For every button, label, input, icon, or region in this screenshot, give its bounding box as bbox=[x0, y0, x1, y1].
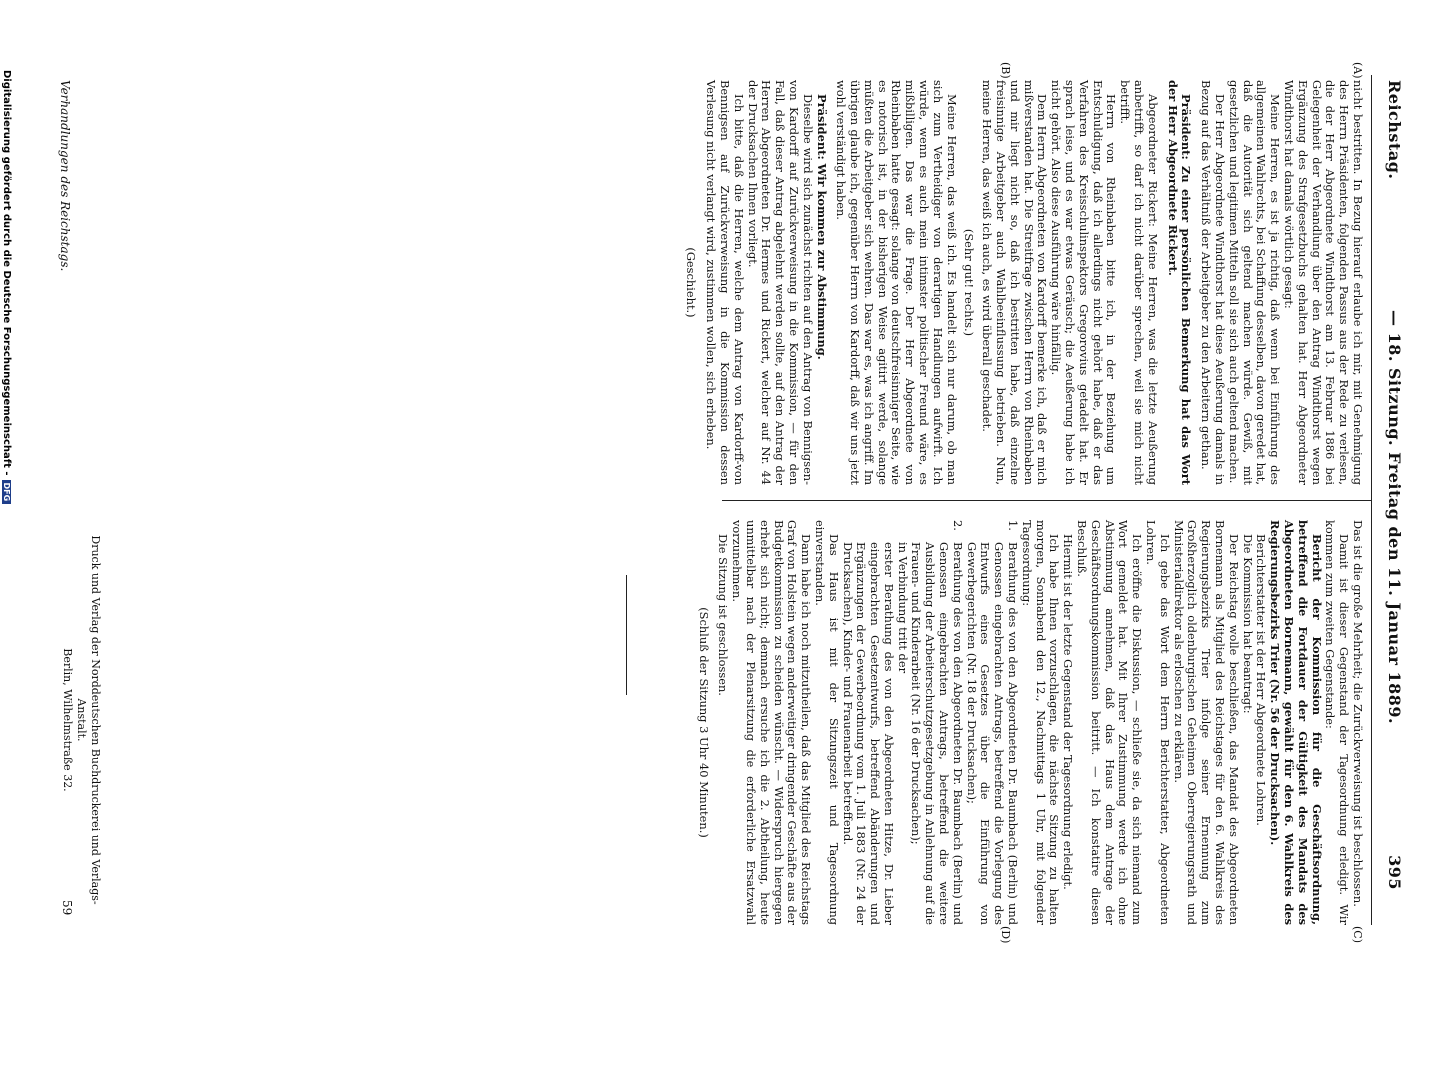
header-page-number: 395 bbox=[1385, 855, 1404, 890]
footer-publication: Verhandlungen des Reichstags. bbox=[58, 80, 72, 272]
agenda-item bbox=[909, 520, 964, 925]
paragraph: Damit ist dieser Gegenstand der Tagesordnung erledigt. Wir kommen zum zweiten Gegenstande: bbox=[1323, 520, 1352, 925]
paragraph: Der Herr Abgeordnete Windthorst hat diese Aeußerung damals in Bezug auf das Verhältniß der Arbeitgeber zu den Arbeitern gethan. bbox=[1199, 80, 1228, 485]
page-header bbox=[1378, 80, 1404, 890]
paragraph: Meine Herren, es ist ja richtig, daß wenn bei Einführung des allgemeinen Wahlrechts, bei Schaffung desselben, davon geredet hat, daß die Autorität sich geltend machen würde. Gewiß, mit gesetzlichen und legitimen Mitteln soll sie sich auch geltend machen. bbox=[1226, 80, 1283, 485]
paragraph: Präsident: Zu einer persönlichen Bemerkung hat das Wort der Herr Abgeordnete Rickert. bbox=[1165, 80, 1194, 485]
short-rule bbox=[626, 575, 627, 695]
paragraph: Dann habe ich noch mitzutheilen, daß das Mitglied des Reichstags Graf von Holstein wegen anderweitiger dringender Geschäfte aus der Budgetkommission zu scheiden wünscht. — Widerspruch hiergegen erhebt sich nicht; demnach ersuche ich die 2. Abtheilung, heute unmittelbar nach der Plenarsitzung die erforderliche Ersatzwahl vorzunehmen. bbox=[730, 520, 814, 925]
dfg-logo: DFG bbox=[2, 480, 11, 505]
margin-mark-b: (B) bbox=[999, 62, 1012, 79]
paragraph: Ich eröffne die Diskussion, — schließe sie, da sich niemand zum Wort gemeldet hat. Mit Ihrer Zustimmung werde ich ohne Abstimmung annehmen, daß das Haus dem Antrage der Geschäftsordnungskommission beitritt. — Ich konstatire diesen Beschluß. bbox=[1075, 520, 1145, 925]
paragraph: Dieselbe wird sich zunächst richten auf den Antrag von Bennigsen-von Kardorff auf Zurückverweisung in die Kommission, — für den Fall, daß dieser Antrag abgelehnt werden sollte, auf den Antrag der Herren Abgeordneten Dr. Hermes und Rickert, welcher auf Nr. 44 der Drucksachen Ihnen vorliegt. bbox=[745, 80, 815, 485]
paragraph: Der Reichstag wolle beschließen, das Mandat des Abgeordneten Bornemann als Mitglied des Reichstages für den 6. Wahlkreis des Regierungsbezirks Trier infolge seiner Ernennung zum Großherzoglich oldenburgischen Geheimen Oberregierungsrath und Ministerialdirektor als erloschen zu erklären. bbox=[1171, 520, 1241, 925]
header-left: Reichstag. bbox=[1385, 80, 1404, 180]
agenda-number: 1. bbox=[1006, 520, 1021, 531]
paragraph: Dem Herrn Abgeordneten von Kardorff bemerke ich, daß er mich mißverstanden hat. Die Streitfrage zwischen Herrn von Rheinbaben und mir liegt nicht so, daß ich bestritten habe, daß einzelne freisinnige Arbeitgeber auch Wahlbeeinflussung betrieben. Nun, meine Herren, das weiß ich auch, es wird überall geschadet. bbox=[980, 80, 1050, 485]
digitization-text: Digitalisierung gefördert durch die Deutsche Forschungsgemeinschaft - bbox=[1, 70, 12, 476]
paragraph: Abgeordneter Rickert: Meine Herren, was die letzte Aeußerung anbetrifft, so darf ich nicht darüber sprechen, weil sie mich nicht betrifft. bbox=[1118, 80, 1160, 485]
paragraph: (Sehr gut! rechts.) bbox=[962, 228, 977, 337]
paragraph: (Geschieht.) bbox=[684, 247, 699, 318]
margin-mark-d: (D) bbox=[999, 926, 1012, 944]
agenda-text: Berathung des von den Abgeordneten Dr. Baumbach (Berlin) und Genossen eingebrachten Antrags, betreffend die Vorlegung des Entwurfs eines Gesetzes über die Einführung von Gewerbegerichten (Nr. 18 der Drucksachen); bbox=[964, 542, 1021, 925]
header-title: — 18. Sitzung. Freitag den 11. Januar 1889. bbox=[1385, 310, 1404, 725]
sheet-number: 59 bbox=[60, 900, 74, 916]
right-column bbox=[692, 520, 1364, 925]
digitization-notice bbox=[1, 0, 12, 1070]
paragraph: Die Sitzung ist geschlossen. bbox=[716, 534, 731, 696]
paragraph: Berichterstatter ist der Herr Abgeordnete Lohren. bbox=[1254, 534, 1269, 826]
paragraph: Die Kommission hat beantragt: bbox=[1240, 534, 1255, 714]
paragraph: nicht bestritten. In Bezug hierauf erlaube ich mir, mit Genehmigung des Herrn Präsidenten, folgenden Passus aus der Rede zu verlesen, die der Herr Abgeordnete Windthorst am 13. Februar 1886 bei Gelegenheit der Verhandlung über den Antrag Windthorst wegen Ergänzung des Strafgesetzbuchs gehalten hat. Herr Abgeordneter Windthorst hat damals wörtlich gesagt: bbox=[1282, 80, 1365, 485]
paragraph: Präsident: Wir kommen zur Abstimmung. bbox=[814, 94, 829, 360]
printer-line-1: Druck und Verlag der Norddeutschen Buchdruckerei und Verlags-Anstalt. bbox=[75, 535, 102, 905]
paragraph: Herrn von Rheinbaben bitte ich, in der Beziehung um Entschuldigung, daß ich allerdings nicht gehört habe, daß er das Verfahren des Kreisschulinspektors Gregorovius getadelt hat. Er sprach leise, und es war etwas Geräusch; die Aeußerung habe ich nicht gehört. Also diese Ausführung wäre hinfällig. bbox=[1049, 80, 1119, 485]
paragraph: Ich habe Ihnen vorzuschlagen, die nächste Sitzung zu halten morgen, Sonnabend den 12., Nachmittags 1 Uhr, mit folgender Tagesordnung: bbox=[1019, 520, 1062, 925]
agenda-text: in Verbindung tritt der bbox=[895, 542, 910, 674]
agenda-text: Berathung des von den Abgeordneten Dr. Baumbach (Berlin) und Genossen eingebrachten Antrags, betreffend die weitere Ausbildung der Arbeiterschutzgesetzgebung in Anlehnung auf die Frauen- und Kinderarbeit (Nr. 16 der Drucksachen); bbox=[909, 542, 965, 925]
footer-printer bbox=[60, 520, 102, 920]
left-column bbox=[680, 80, 1364, 485]
agenda-list bbox=[840, 520, 1019, 925]
agenda-text: erster Berathung des von den Abgeordneten Hitze, Dr. Lieber eingebrachten Gesetzentwurfs, betreffend Abänderungen und Ergänzungen der Gewerbeordnung vom 1. Juli 1883 (Nr. 24 der Drucksachen), Kinder- und Frauenarbeit betreffend. bbox=[840, 542, 896, 925]
column-rule bbox=[722, 500, 1372, 501]
paragraph: Hiermit ist der letzte Gegenstand der Tagesordnung erledigt. bbox=[1061, 534, 1076, 890]
margin-mark-a: (A) bbox=[1351, 62, 1364, 79]
paragraph: Das Haus ist mit der Sitzungszeit und Tagesordnung einverstanden. bbox=[812, 520, 841, 925]
margin-mark-c: (C) bbox=[1351, 926, 1364, 943]
printer-line-2: Berlin, Wilhelmstraße 32. bbox=[61, 648, 74, 792]
paragraph: Bericht der Kommission für die Geschäftsordnung, betreffend die Fortdauer der Gültigkeit des Mandats des Abgeordneten Bornemann, gewählt für den 6. Wahlkreis des Regierungsbezirks Trier (Nr. 56 der Drucksachen). bbox=[1268, 520, 1324, 925]
agenda-number: 2. bbox=[950, 520, 965, 531]
paragraph: Ich gebe das Wort dem Herrn Berichterstatter, Abgeordneten Lohren. bbox=[1144, 520, 1172, 925]
agenda-item bbox=[895, 520, 909, 925]
paragraph: Das ist die große Mehrheit; die Zurückverweisung ist beschlossen. bbox=[1351, 520, 1365, 907]
agenda-item bbox=[964, 520, 1019, 925]
agenda-item bbox=[840, 520, 895, 925]
paragraph: (Schluß der Sitzung 3 Uhr 40 Minuten.) bbox=[696, 607, 711, 838]
paragraph: Meine Herren, das weiß ich. Es handelt sich nur darum, ob man sich zum Vertheidiger von derartigen Handlungen aufwirft. Ich würde, wenn es auch mein intimster politischer Freund wäre, es mißbilligen. Das war die Frage. Der Herr Abgeordnete von Rheinbaben hatte gesagt: solange von deutschfreisinniger Seite, wie es notorisch ist, in der bisherigen Weise agitirt werde, solange müßten die Arbeitgeber sich wehren. Das war es, was ich angriff. Im übrigen glaube ich, gegenüber Herrn von Kardorff, daß wir uns jetzt wohl verständigt haben. bbox=[834, 80, 959, 485]
paragraph: Ich bitte, daß die Herren, welche dem Antrag von Kardorff-von Bennigsen auf Zurückverweisung in die Kommission dessen Verlesung nicht verlangt wird, zustimmen wollen, sich erheben. bbox=[704, 80, 746, 485]
